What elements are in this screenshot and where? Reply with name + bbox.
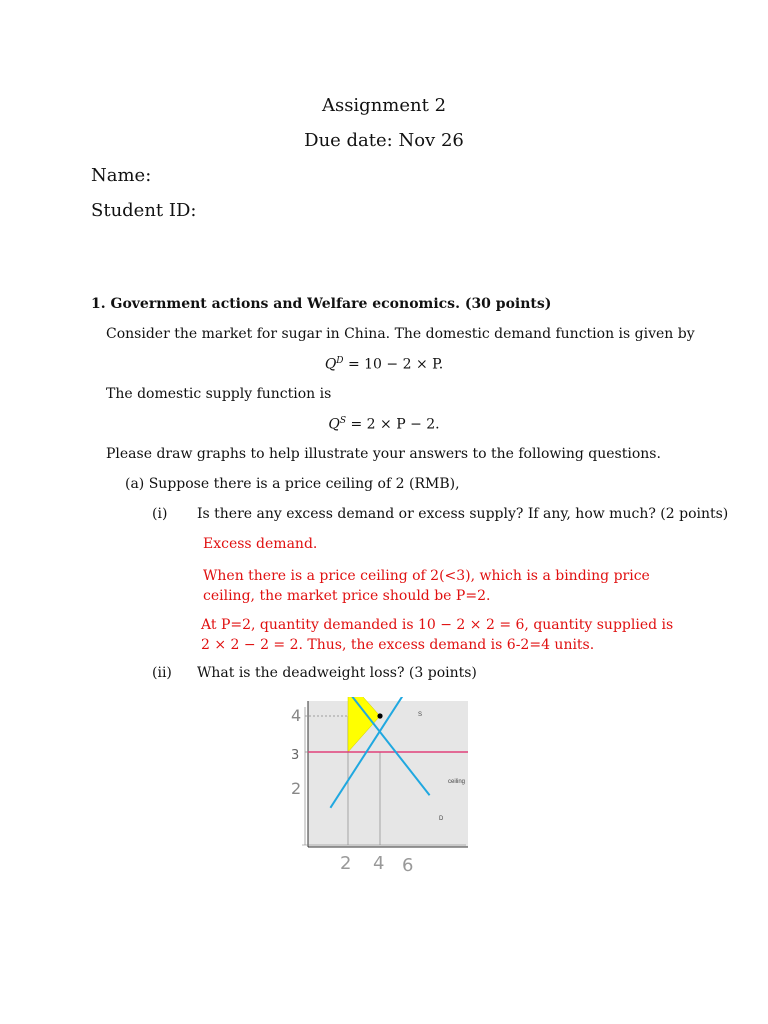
demand-lhs: Q [324,356,337,373]
graph-svg [288,697,480,881]
x-tick-2: 2 [340,853,352,874]
due-date: Due date: Nov 26 [304,130,464,151]
plot-area [308,701,468,847]
answer-quantities: At P=2, quantity demanded is 10 − 2 × 2 = 6, quantity supplied is 2 × 2 − 2 = 2. Thus, the excess demand is 6-2=4 units. [201,617,674,653]
answer-binding-ceiling: When there is a price ceiling of 2(<3), which is a binding price ceiling, the market price should be P=2. [203,568,650,604]
supply-rhs: = 2 × P − 2. [346,416,440,433]
demand-superscript: D [336,356,344,366]
instruction-text: Please draw graphs to help illustrate your answers to the following questions. [106,446,661,462]
supply-equation [0,416,768,433]
student-id-label: Student ID: [91,200,197,221]
answer-excess-demand: Excess demand. [203,536,318,552]
supply-demand-graph [288,697,480,881]
demand-equation [0,356,768,373]
name-label: Name: [91,165,152,186]
sub-i-number: (i) [152,506,168,522]
question-intro: Consider the market for sugar in China. The domestic demand function is given by [106,326,695,342]
demand-rhs: = 10 − 2 × P. [343,356,444,373]
sub-ii-question: What is the deadweight loss? (3 points) [197,665,477,681]
supply-label: S [418,712,423,718]
demand-label: D [439,816,444,822]
ceiling-label: ceiling [448,779,466,785]
sub-ii-number: (ii) [152,665,172,681]
supply-lhs: Q [328,416,340,433]
x-tick-4: 4 [373,853,385,874]
supply-superscript: S [339,416,347,426]
supply-intro: The domestic supply function is [106,386,332,402]
part-a-text: (a) Suppose there is a price ceiling of 2 (RMB), [125,476,460,492]
equilibrium-point [377,713,382,718]
assignment-title: Assignment 2 [321,95,447,116]
x-tick-6: 6 [402,855,414,876]
question-heading: 1. Government actions and Welfare economics. (30 points) [91,296,552,312]
y-tick-4: 4 [291,706,302,725]
y-tick-2: 2 [291,779,302,798]
sub-i-question: Is there any excess demand or excess supply? If any, how much? (2 points) [197,506,729,522]
y-tick-3: 3 [291,748,300,763]
